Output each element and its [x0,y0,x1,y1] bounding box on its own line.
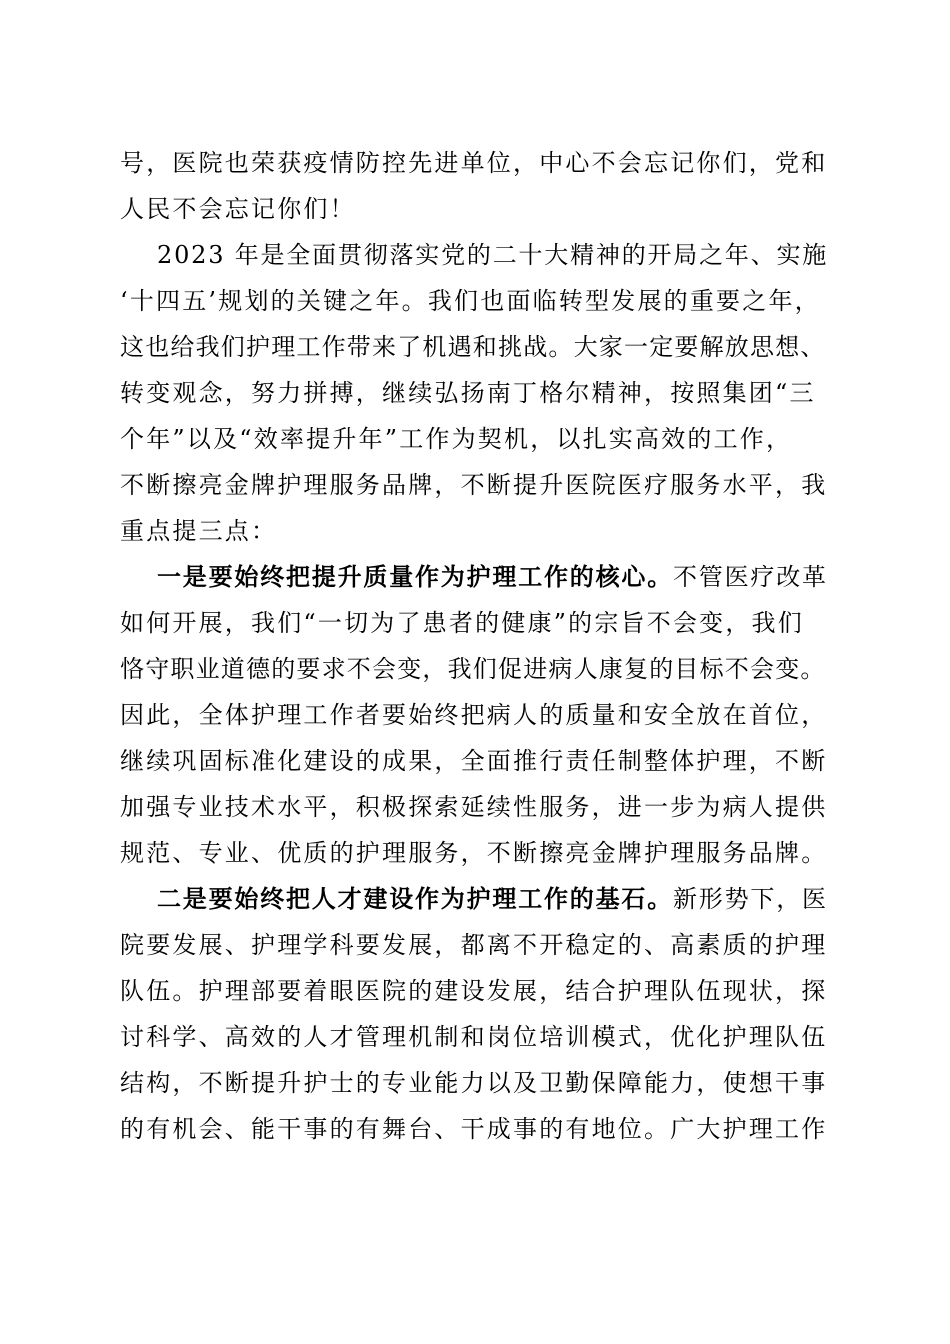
paragraph-line: 院要发展、护理学科要发展，都离不开稳定的、高素质的护理 [120,931,828,959]
point-two-first-line [157,879,828,919]
point-two-first-line-rest: 新形势下，医 [673,885,828,913]
paragraph-line: 规范、专业、优质的护理服务，不断擦亮金牌护理服务品牌。 [120,839,828,867]
paragraph-line: 结构，不断提升护士的专业能力以及卫勤保障能力，使想干事 [120,1069,828,1097]
paragraph-line: 恪守职业道德的要求不会变，我们促进病人康复的目标不会变。 [120,655,826,683]
paragraph-line: 号，医院也荣获疫情防控先进单位，中心不会忘记你们，党和 [120,149,828,177]
paragraph-line: 不断擦亮金牌护理服务品牌，不断提升医院医疗服务水平，我 [120,471,828,499]
paragraph-line: 人民不会忘记你们！ [120,195,356,223]
paragraph-line: 个年”以及“效率提升年”工作为契机，以扎实高效的工作， [120,425,793,453]
point-one-heading: 一是要始终把提升质量作为护理工作的核心。 [157,562,673,591]
paragraph-line: 如何开展，我们“一切为了患者的健康”的宗旨不会变，我们 [120,609,804,637]
paragraph-line: 转变观念，努力拼搏，继续弘扬南丁格尔精神，按照集团“三 [120,379,816,407]
paragraph-line: 的有机会、能干事的有舞台、干成事的有地位。广大护理工作 [120,1115,828,1143]
paragraph-line: 讨科学、高效的人才管理机制和岗位培训模式，优化护理队伍 [120,1023,828,1051]
point-one-first-line-rest: 不管医疗改革 [673,563,828,591]
paragraph-line: 这也给我们护理工作带来了机遇和挑战。大家一定要解放思想、 [120,333,826,361]
point-two-heading: 二是要始终把人才建设作为护理工作的基石。 [157,884,673,913]
paragraph-line: 继续巩固标准化建设的成果，全面推行责任制整体护理，不断 [120,747,828,775]
paragraph-line: 加强专业技术水平，积极探索延续性服务，进一步为病人提供 [120,793,828,821]
paragraph-line: 重点提三点： [120,517,278,545]
point-one-first-line [157,557,828,597]
paragraph-line: 因此，全体护理工作者要始终把病人的质量和安全放在首位， [120,701,828,729]
paragraph-line: 队伍。护理部要着眼医院的建设发展，结合护理队伍现状，探 [120,977,828,1005]
paragraph-line: 2023 年是全面贯彻落实党的二十大精神的开局之年、实施 [157,241,829,269]
paragraph-line: ‘十四五’规划的关键之年。我们也面临转型发展的重要之年， [120,287,821,315]
